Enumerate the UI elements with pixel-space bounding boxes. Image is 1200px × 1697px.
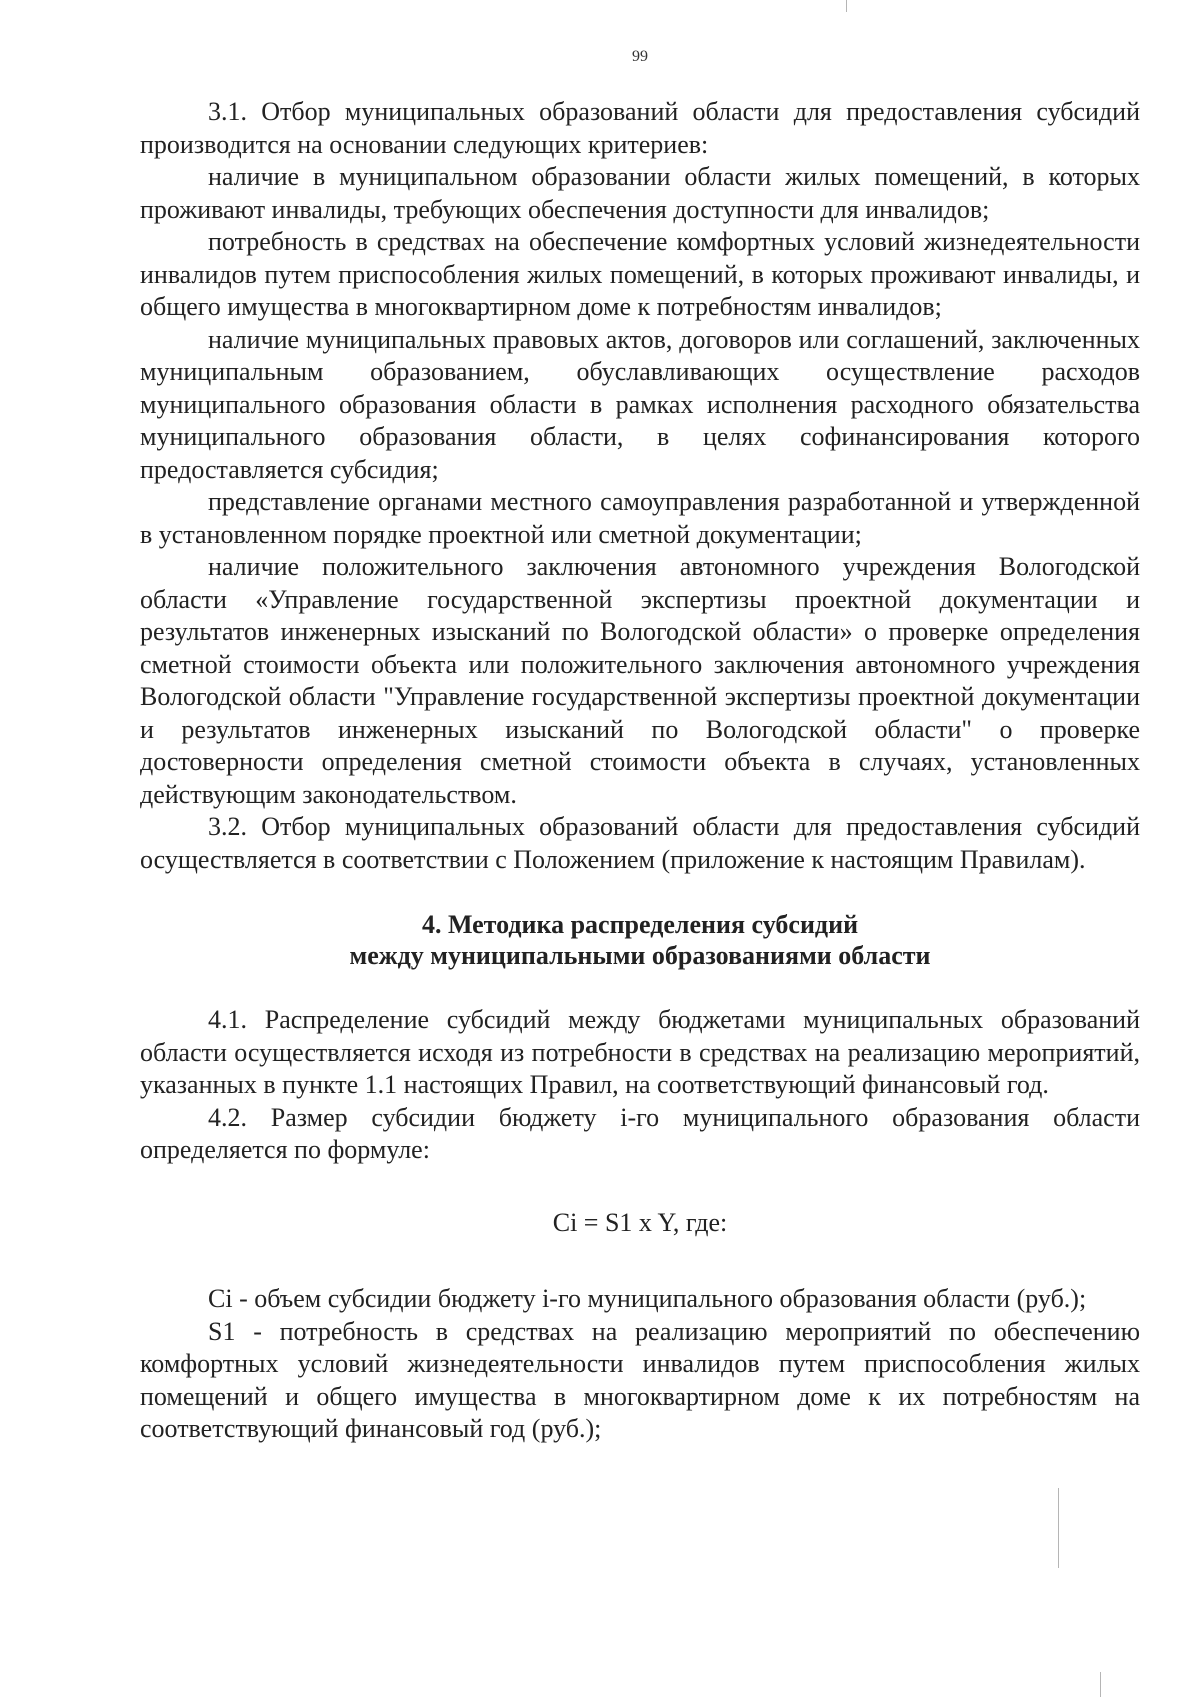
section-title-line-1: 4. Методика распределения субсидий — [421, 910, 859, 939]
scan-artifact-bottom — [1100, 1672, 1101, 1697]
paragraph-3-2: 3.2. Отбор муниципальных образований области для предоставления субсидий осуществляется в соответствии с Положением (приложение к настоящим Правилам). — [140, 812, 1140, 874]
section-title-line-2: между муниципальными образованиями области — [349, 941, 931, 970]
definition-s1: S1 - потребность в средствах на реализацию мероприятий по обеспечению комфортных условий жизнедеятельности инвалидов путем приспособления жилых помещений и общего имущества в многоквартирном доме к их потребностям на соответствующий финансовый год (руб.); — [140, 1316, 1140, 1443]
paragraph-4-2: 4.2. Размер субсидии бюджету i-го муниципального образования области определяется по формуле: — [140, 1102, 1140, 1164]
criterion-housing: наличие в муниципальном образовании области жилых помещений, в которых проживают инвалиды, требующих обеспечения доступности для инвалидов; — [140, 162, 1140, 224]
paragraph-4-1: 4.1. Распределение субсидий между бюджетами муниципальных образований области осуществляется исходя из потребности в средствах на реализацию мероприятий, указанных в пункте 1.1 настоящих Правил, на соответствующий финансовый год. — [140, 1005, 1140, 1099]
scan-artifact-top — [846, 0, 847, 12]
scan-artifact-right — [1058, 1488, 1059, 1568]
formula — [140, 1207, 1140, 1240]
criterion-expertise: наличие положительного заключения автономного учреждения Вологодской области «Управление государственной экспертизы проектной документации и результатов инженерных изысканий по Вологодской области» о проверке определения сметной стоимости объекта или положительного заключения автономного учреждения Вологодской области "Управление государственной экспертизы проектной документации и результатов инженерных изысканий по Вологодской области" о проверке достоверности определения сметной стоимости объекта в случаях, установленных действующим законодательством. — [140, 552, 1140, 809]
criterion-documentation: представление органами местного самоуправления разработанной и утвержденной в установленном порядке проектной или сметной документации; — [140, 487, 1140, 549]
criterion-need: потребность в средствах на обеспечение комфортных условий жизнедеятельности инвалидов путем приспособления жилых помещений, в которых проживают инвалиды, и общего имущества в многоквартирном доме к потребностям инвалидов; — [140, 227, 1140, 321]
document-body — [140, 96, 1140, 1446]
page-number: 99 — [632, 48, 648, 65]
formula-text: Ci = S1 x Y, где: — [552, 1207, 728, 1237]
criterion-legal-acts: наличие муниципальных правовых актов, договоров или соглашений, заключенных муниципальным образованием, обуславливающих осуществление расходов муниципального образования области в рамках исполнения расходного обязательства муниципального образования области, в целях софинансирования которого предоставляется субсидия; — [140, 324, 1140, 484]
section-title — [140, 909, 1140, 971]
paragraph-3-1: 3.1. Отбор муниципальных образований области для предоставления субсидий производится на основании следующих критериев: — [140, 97, 1140, 159]
definition-ci: Ci - объем субсидии бюджету i-го муниципального образования области (руб.); — [208, 1284, 1087, 1313]
